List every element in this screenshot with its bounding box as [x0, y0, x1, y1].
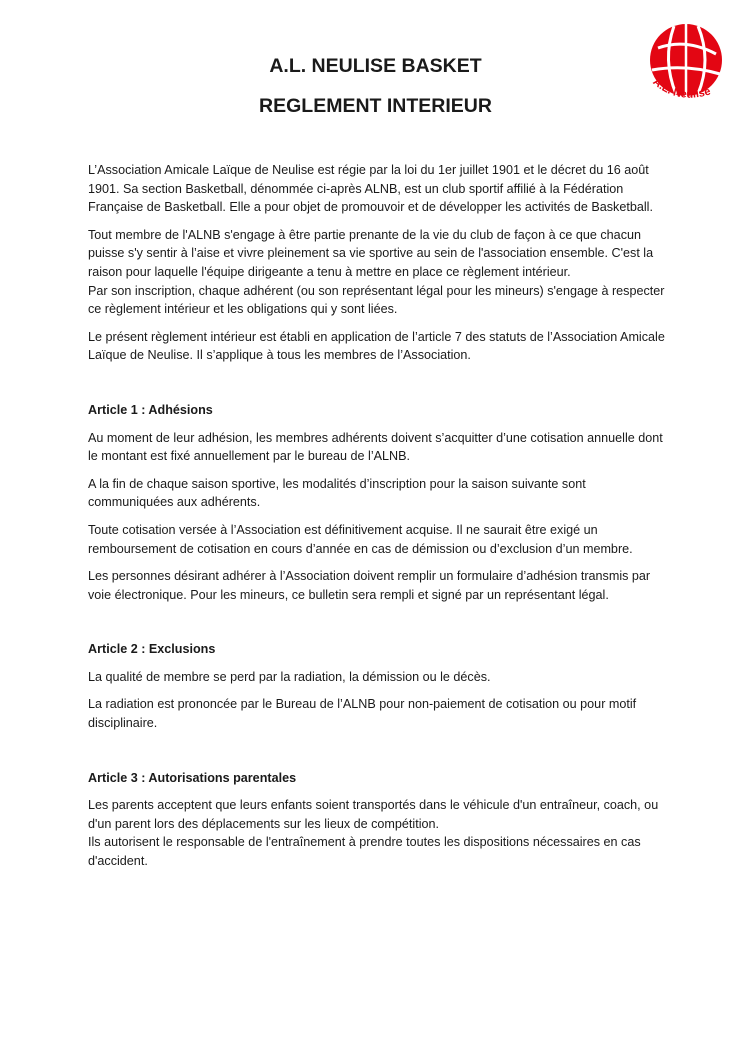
section-spacer [88, 374, 668, 401]
article-1-paragraph-3: Toute cotisation versée à l’Association est définitivement acquise. Il ne saurait être exigé un remboursement de cotisation en cours d’année en cas de démission ou d’exclusion d’un membre. [88, 522, 633, 556]
article-1-paragraph-4: Les personnes désirant adhérer à l’Association doivent remplir un formulaire d’adhésion transmis par voie électronique. Pour les mineurs, ce bulletin sera rempli et signé par un représentant légal. [88, 569, 651, 602]
article-2-heading: Article 2 : Exclusions [88, 642, 216, 657]
section-spacer [88, 613, 668, 640]
section-spacer [88, 742, 668, 769]
document-title: A.L. NEULISE BASKET [269, 55, 482, 77]
intro-paragraph-3: Par son inscription, chaque adhérent (ou son représentant légal pour les mineurs) s'engage à respecter ce règlement intérieur et les obligations qui y sont liées. [88, 283, 665, 317]
club-logo [636, 18, 732, 114]
article-1-paragraph-1: Au moment de leur adhésion, les membres adhérents doivent s’acquitter d’une cotisation annuelle dont le montant est fixé annuellement par le bureau de l’ALNB. [88, 430, 663, 464]
article-1-paragraph-2: A la fin de chaque saison sportive, les modalités d’inscription pour la saison suivante sont communiquées aux adhérents. [88, 476, 586, 510]
intro-paragraph-2: Tout membre de l'ALNB s'engage à être partie prenante de la vie du club de façon à ce que chacun puisse s'y sentir à l’aise et vivre pleinement sa vie sportive au sein de l'association ensemble. C'est la raison pour laquelle l'équipe dirigeante a tenu à mettre en place ce règlement intérieur. [88, 227, 654, 279]
logo-text: A.L. Neulise [650, 75, 712, 101]
article-3-heading: Article 3 : Autorisations parentales [88, 770, 297, 785]
article-3-paragraph-2: Ils autorisent le responsable de l'entraînement à prendre toutes les dispositions nécessaires en cas d'accident. [88, 835, 641, 869]
intro-paragraph-1: L’Association Amicale Laïque de Neulise est régie par la loi du 1er juillet 1901 et le décret du 16 août 1901. Sa section Basketball, dénommée ci-après ALNB, est un club sportif affilié à la Fédération Française de Basketball. Elle a pour objet de promouvoir et de développer les activités de Basketball. [88, 163, 653, 215]
intro-paragraph-4: Le présent règlement intérieur est établi en application de l’article 7 des statuts de l’Association Amicale Laïque de Neulise. Il s’applique à tous les membres de l’Association. [88, 329, 665, 363]
article-2-paragraph-1: La qualité de membre se perd par la radiation, la démission ou le décès. [88, 669, 491, 684]
document-subtitle: REGLEMENT INTERIEUR [259, 95, 492, 117]
article-3-paragraph-1: Les parents acceptent que leurs enfants soient transportés dans le véhicule d'un entraîneur, coach, ou d'un parent lors des déplacements sur les lieux de compétition. [88, 798, 659, 831]
article-1-heading: Article 1 : Adhésions [88, 402, 213, 417]
article-2-paragraph-2: La radiation est prononcée par le Bureau de l’ALNB pour non-paiement de cotisation ou pour motif disciplinaire. [88, 697, 637, 731]
document-body [88, 161, 668, 880]
